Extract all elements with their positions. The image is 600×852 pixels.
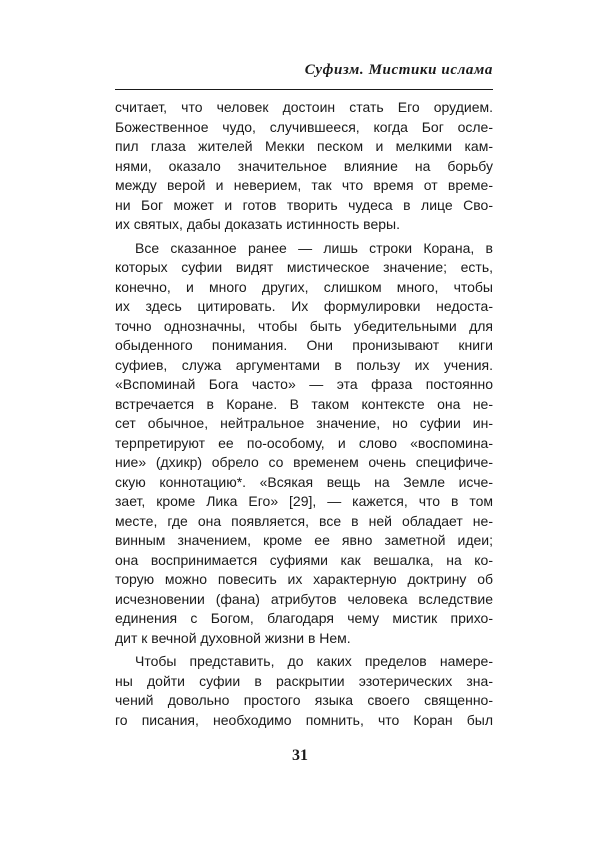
text-line: чений довольно простого языка своего священно- (115, 692, 493, 708)
text-line: Чтобы представить, до каких пределов намере- (135, 653, 493, 669)
text-line: пил глаза жителей Мекки песком и мелкими кам- (115, 138, 493, 154)
running-head: Суфизм. Мистики ислама (304, 62, 493, 78)
text-line: ни Бог может и готов творить чудеса в лице Сво- (115, 196, 493, 213)
text-line: точно однозначны, чтобы быть убедительными для (115, 317, 493, 334)
text-line: встречается в Коране. В таком контексте она не- (115, 395, 493, 412)
text-line: конечно, и много других, слишком много, чтобы (115, 278, 493, 295)
text-line: «Вспоминай Бога часто» — эта фраза постоянно (115, 376, 493, 392)
text-line: между верой и неверием, так что время от време- (115, 177, 493, 193)
text-line: обыденного понимания. Они пронизывают книги (115, 337, 493, 353)
text-line: она воспринимается суфиями как вешалка, на ко- (115, 551, 493, 568)
text-line: ние» (дхикр) обрело со временем очень специфиче- (115, 454, 493, 470)
text-line: сет обычное, нейтральное значение, но суфии ин- (115, 415, 493, 431)
text-line: ны дойти суфии в раскрытии эзотерических зна- (115, 672, 493, 689)
text-line: нями, оказало значительное влияние на борьбу (115, 157, 493, 174)
header-rule (115, 89, 493, 90)
text-line: скую коннотацию*. «Всякая вещь на Земле исче- (115, 473, 493, 490)
text-line: исчезновении (фана) атрибутов человека вследствие (115, 590, 493, 607)
text-line: которых суфии видят мистическое значение; есть, (115, 259, 493, 275)
text-line: считает, что человек достоин стать Его орудием. (115, 99, 493, 115)
text-line: зает, кроме Лика Его» [29], — кажется, что в том (115, 493, 493, 509)
text-line: месте, где она появляется, все в ней обладает не- (115, 512, 493, 529)
text-line: го писания, необходимо помнить, что Коран был (115, 711, 493, 728)
text-line: терпретируют ее по-особому, и слово «воспомина- (115, 434, 493, 451)
page-number: 31 (292, 747, 308, 764)
text-line: суфиев, служа аргументами в пользу их учения. (115, 356, 493, 373)
text-line: их святых, дабы доказать истинность веры. (115, 216, 400, 232)
text-line: Божественное чудо, случившееся, когда Бог осле- (115, 118, 493, 135)
text-line: винным значением, кроме ее явно заметной идеи; (115, 532, 493, 548)
text-line: их здесь цитировать. Их формулировки недоста- (115, 298, 493, 314)
text-line: единения с Богом, благодаря чему мистик прихо- (115, 610, 493, 626)
text-line: Все сказанное ранее — лишь строки Корана, в (135, 239, 493, 256)
text-line: дит к вечной духовной жизни в Нем. (115, 629, 351, 646)
text-line: торую можно повесить их характерную доктрину об (115, 571, 493, 587)
